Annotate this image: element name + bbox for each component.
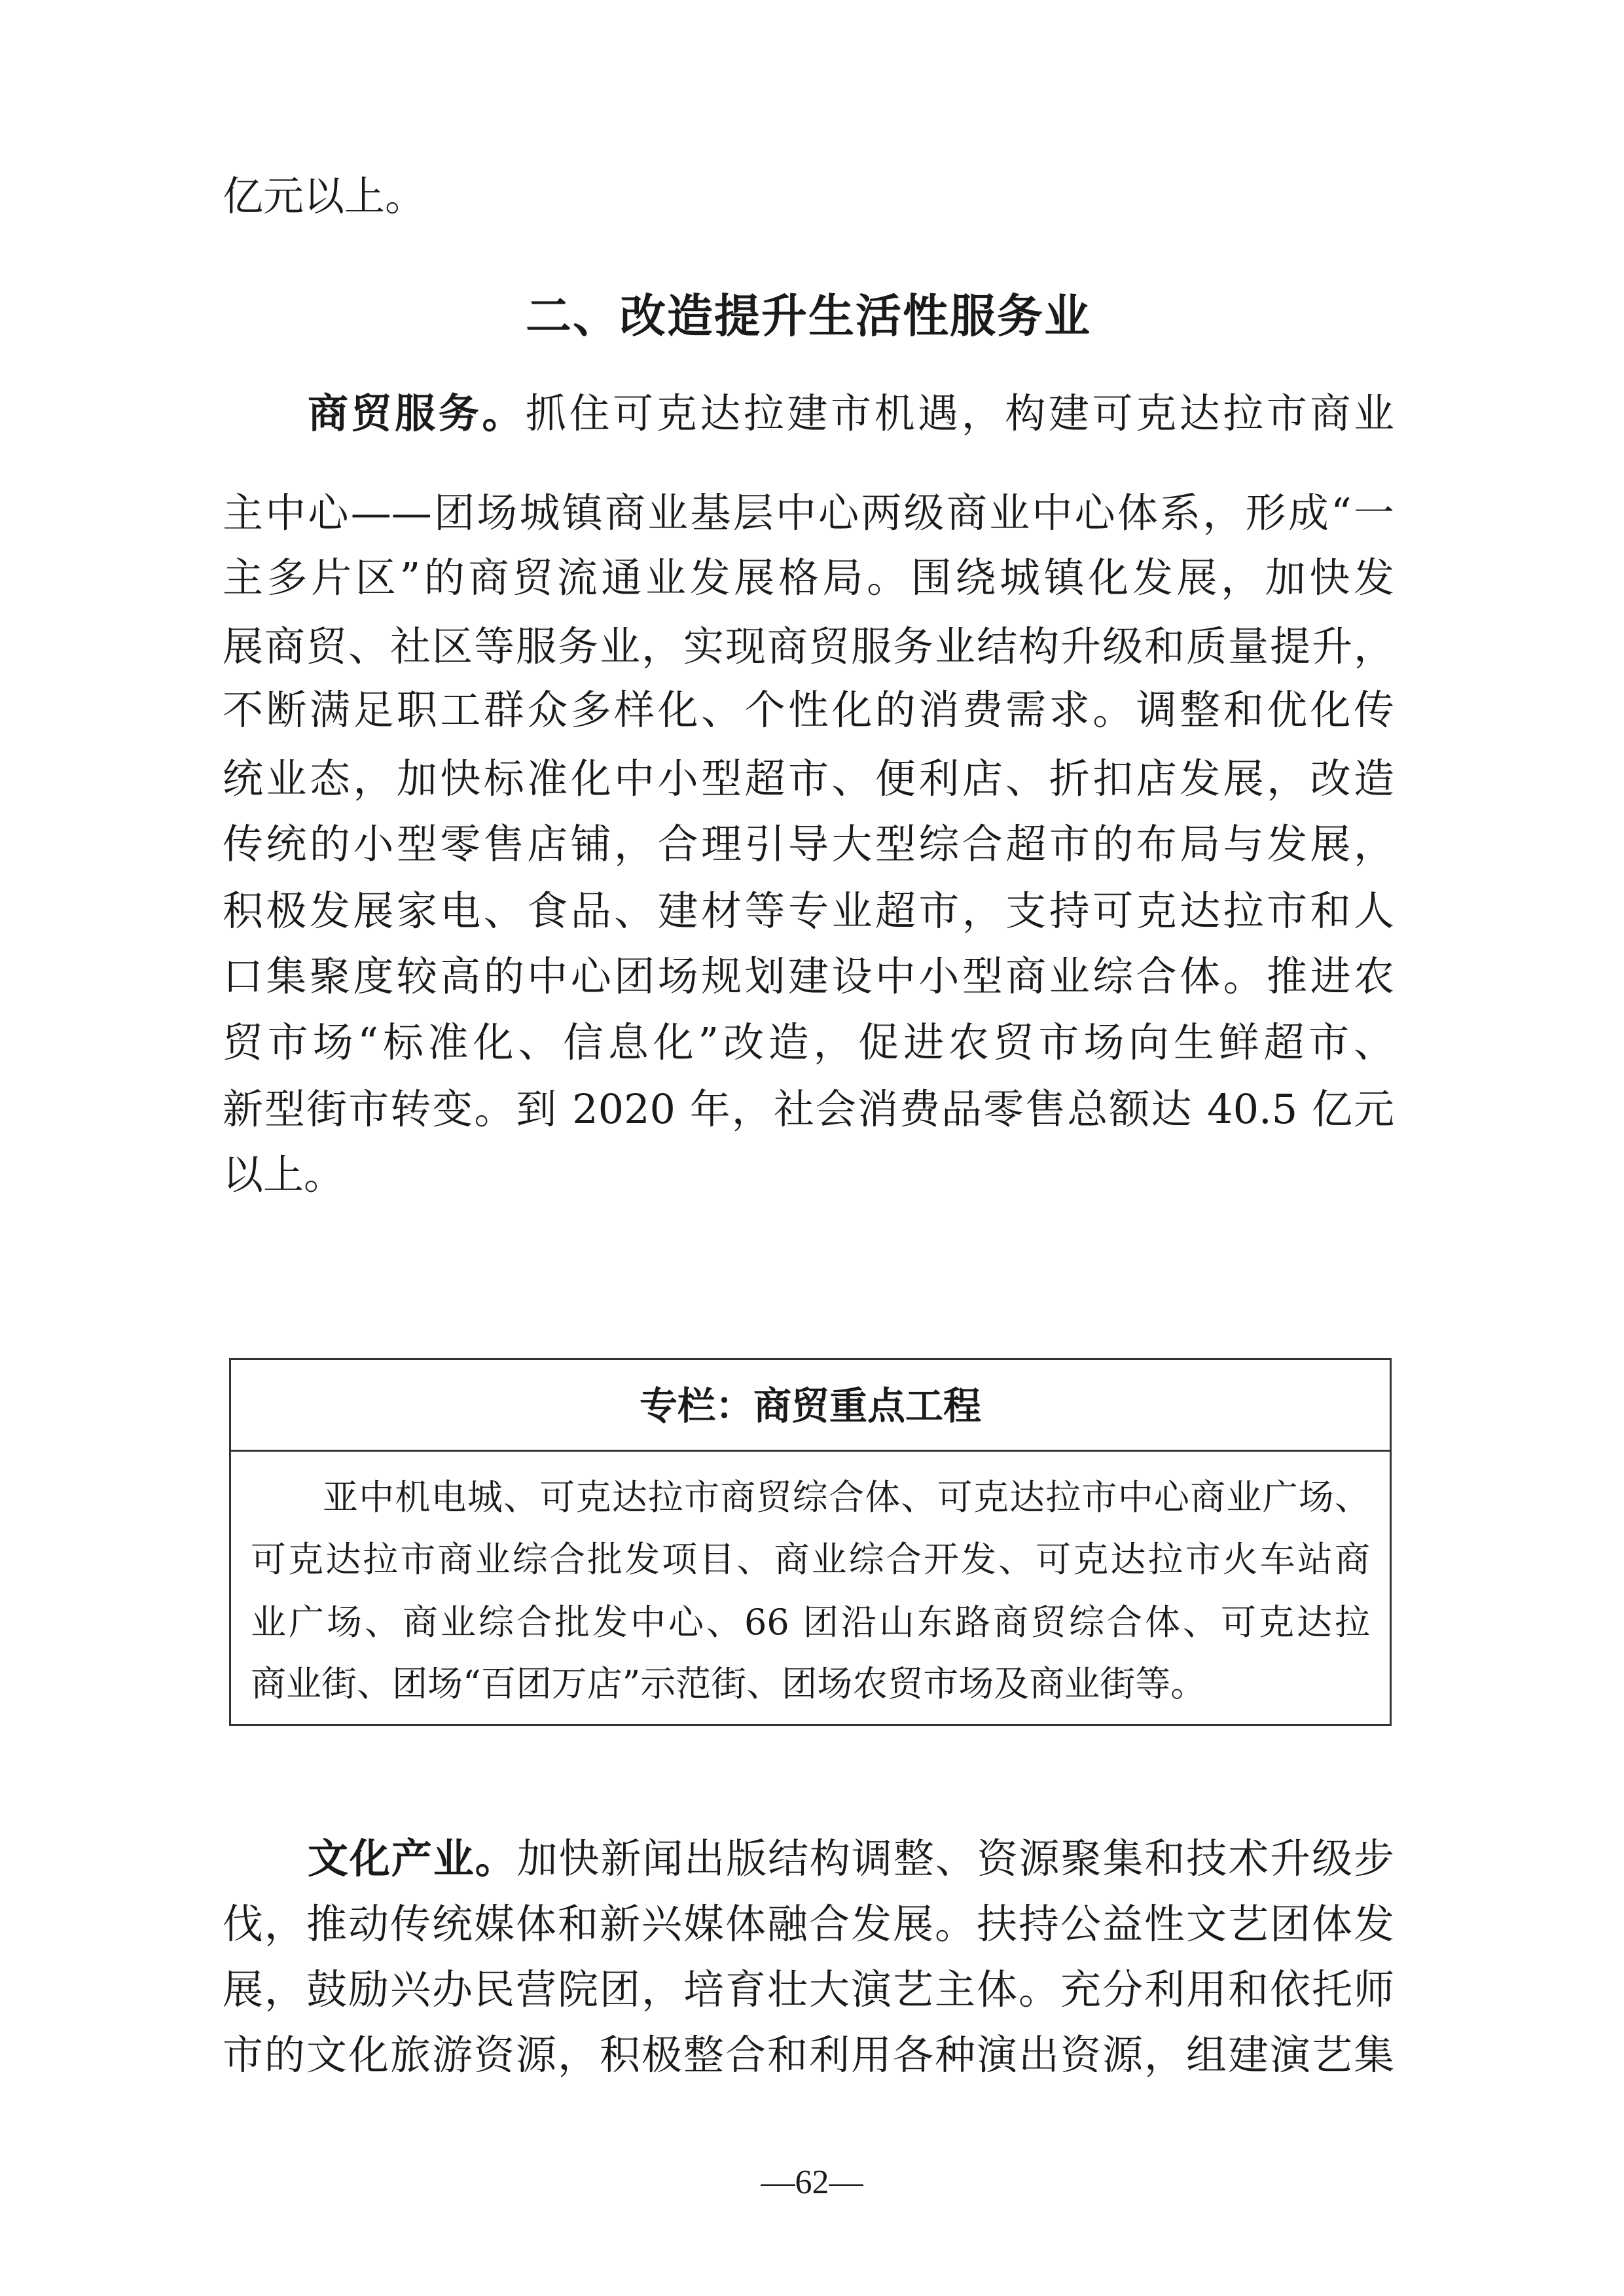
paragraph-line: 展商贸、社区等服务业，实现商贸服务业结构升级和质量提升， <box>223 622 1394 670</box>
paragraph-line: 口集聚度较高的中心团场规划建设中小型商业综合体。推进农 <box>223 952 1394 1000</box>
carry-over-text: 亿元以上。 <box>223 172 426 220</box>
paragraph-line: 主多片区”的商贸流通业发展格局。围绕城镇化发展，加快发 <box>223 554 1394 601</box>
paragraph-line: 文化产业。加快新闻出版结构调整、资源聚集和技术升级步 <box>308 1835 1394 1882</box>
paragraph-line: 伐，推动传统媒体和新兴媒体融合发展。扶持公益性文艺团体发 <box>223 1900 1394 1948</box>
box-line: 可克达拉市商业综合批发项目、商业综合开发、可克达拉市火车站商 <box>251 1539 1370 1580</box>
box-line: 业广场、商业综合批发中心、66 团沿山东路商贸综合体、可克达拉 <box>251 1602 1370 1643</box>
paragraph-line: 主中心——团场城镇商业基层中心两级商业中心体系，形成“一 <box>223 489 1394 537</box>
box-line: 亚中机电城、可克达拉市商贸综合体、可克达拉市中心商业广场、 <box>323 1477 1370 1518</box>
paragraph-line: 传统的小型零售店铺，合理引导大型综合超市的布局与发展， <box>223 820 1394 868</box>
paragraph-line: 市的文化旅游资源，积极整合和利用各种演出资源，组建演艺集 <box>223 2031 1394 2079</box>
page-number: —62— <box>761 2164 863 2201</box>
paragraph-line: 展，鼓励兴办民营院团，培育壮大演艺主体。充分利用和依托师 <box>223 1965 1394 2013</box>
box-line: 商业街、团场“百团万店”示范街、团场农贸市场及商业街等。 <box>251 1663 1206 1704</box>
section-heading: 二、改造提升生活性服务业 <box>526 289 1091 343</box>
paragraph-line: 不断满足职工群众多样化、个性化的消费需求。调整和优化传 <box>223 686 1394 734</box>
paragraph-lead: 文化产业。 <box>308 1835 517 1882</box>
paragraph-line: 商贸服务。抓住可克达拉建市机遇，构建可克达拉市商业 <box>308 389 1394 437</box>
paragraph-line: 以上。 <box>223 1151 345 1198</box>
key-projects-box <box>229 1358 1392 1726</box>
paragraph-line: 统业态，加快标准化中小型超市、便利店、折扣店发展，改造 <box>223 755 1394 802</box>
paragraph-line: 贸市场“标准化、信息化”改造，促进农贸市场向生鲜超市、 <box>223 1018 1394 1066</box>
paragraph-line: 积极发展家电、食品、建材等专业超市，支持可克达拉市和人 <box>223 887 1394 935</box>
paragraph-lead: 商贸服务。 <box>308 389 526 437</box>
paragraph-line: 新型街市转变。到 2020 年，社会消费品零售总额达 40.5 亿元 <box>223 1085 1394 1133</box>
box-title: 专栏：商贸重点工程 <box>231 1360 1390 1452</box>
